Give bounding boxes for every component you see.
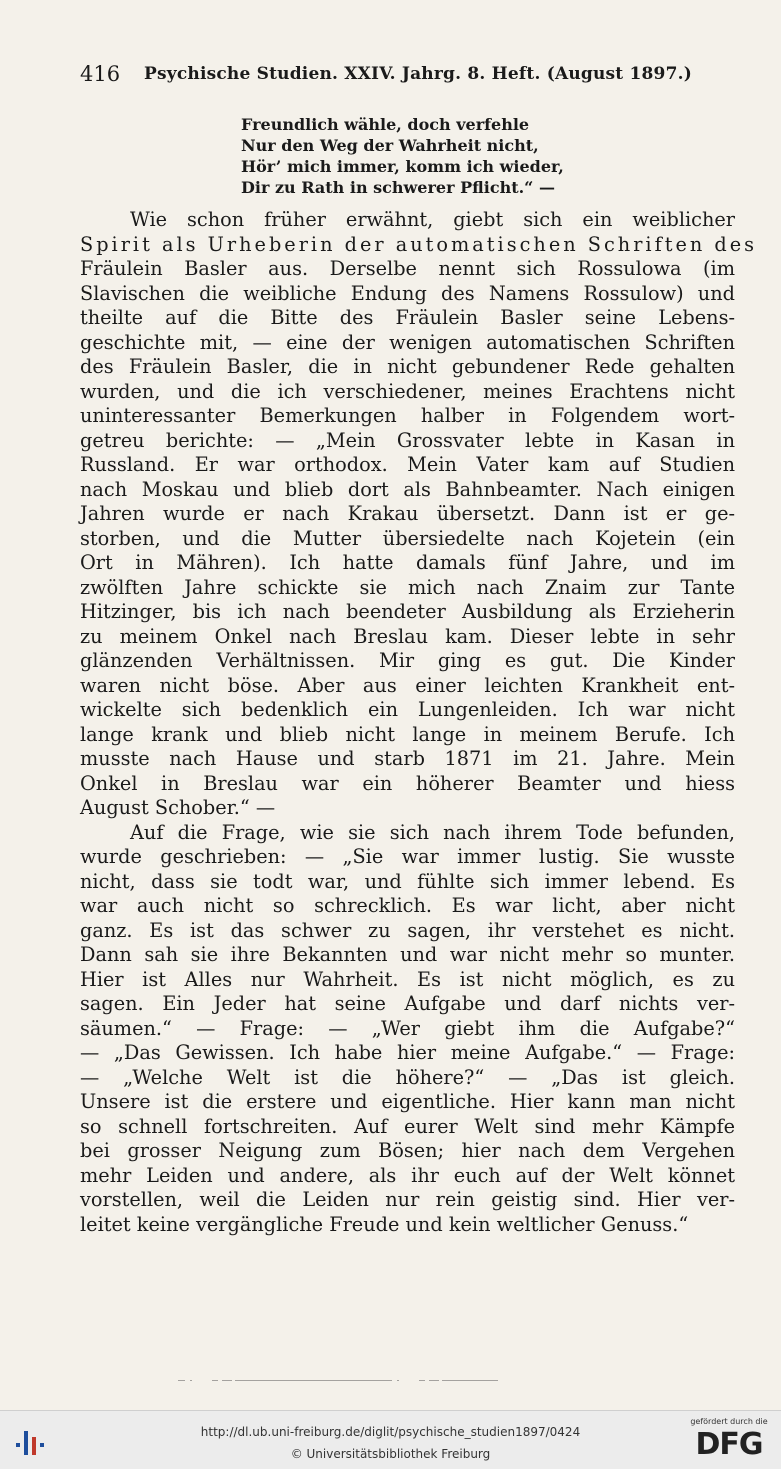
text-line: zwölften Jahre schickte sie mich nach Znaim zur Tante [80, 575, 735, 599]
text-line: leitet keine vergängliche Freude und kein weltlicher Genuss.“ [80, 1212, 689, 1236]
text-line: musste nach Hause und starb 1871 im 21. Jahre. Mein [80, 747, 735, 770]
text-line: Jahren wurde er nach Krakau übersetzt. Dann ist er ge- [80, 502, 735, 525]
poem-line: Nur den Weg der Wahrheit nicht, [241, 136, 539, 155]
text-line: des Fräulein Basler, die in nicht gebundener Rede gehalten [80, 355, 735, 378]
text-line: säumen.“ — Frage: — „Wer giebt ihm die Aufgabe?“ [80, 1016, 735, 1040]
text-line: waren nicht böse. Aber aus einer leichten Krankheit ent- [80, 673, 735, 697]
text-line: Unsere ist die erstere und eigentliche. Hier kann man nicht [80, 1090, 735, 1113]
text-line: Slavischen die weibliche Endung des Namens Rossulow) und [80, 281, 735, 305]
text-line: lange krank und blieb nicht lange in meinem Berufe. Ich [80, 722, 735, 746]
poem-line: Dir zu Rath in schwerer Pflicht.“ — [241, 178, 555, 197]
text-line: geschichte mit, — eine der wenigen automatischen Schriften [80, 330, 735, 354]
text-line: wurden, und die ich verschiedener, meines Erachtens nicht [80, 379, 735, 403]
text-line: Dann sah sie ihre Bekannten und war nicht mehr so munter. [80, 943, 735, 966]
footer-copyright: © Universitätsbibliothek Freiburg [290, 1447, 491, 1461]
text-line: Wie schon früher erwähnt, giebt sich ein weiblicher [130, 208, 735, 231]
text-line: uninteressanter Bemerkungen halber in Folgendem wort- [80, 404, 735, 427]
text-line: war auch nicht so schrecklich. Es war licht, aber nicht [80, 894, 735, 917]
dfg-caption: gefördert durch die [690, 1417, 768, 1426]
text-line: so schnell fortschreiten. Auf eurer Welt sind mehr Kämpfe [80, 1114, 735, 1138]
text-line: vorstellen, weil die Leiden nur rein geistig sind. Hier ver- [80, 1188, 735, 1211]
text-line: — „Welche Welt ist die höhere?“ — „Das ist gleich. [80, 1065, 735, 1089]
bottom-rule [18, 1380, 658, 1381]
text-line: storben, und die Mutter übersiedelte nach Kojetein (ein [80, 526, 735, 550]
poem-stanza [241, 114, 601, 198]
poem-line: Hör’ mich immer, komm ich wieder, [241, 157, 564, 176]
text-line: wurde geschrieben: — „Sie war immer lustig. Sie wusste [80, 845, 735, 868]
running-title: Psychische Studien. XXIV. Jahrg. 8. Heft. (August 1897.) [144, 64, 692, 84]
text-line: nicht, dass sie todt war, und fühlte sich immer lebend. Es [80, 869, 735, 893]
text-line: Fräulein Basler aus. Derselbe nennt sich Rossulowa (im [80, 257, 735, 280]
text-line: Spirit als Urheberin der automatischen Schriften des [80, 232, 758, 256]
footer-bar [0, 1410, 781, 1469]
text-line: sagen. Ein Jeder hat seine Aufgabe und darf nichts ver- [80, 992, 735, 1015]
page-number: 416 [80, 62, 121, 86]
text-line: theilte auf die Bitte des Fräulein Basler seine Lebens- [80, 306, 735, 329]
text-line: zu meinem Onkel nach Breslau kam. Dieser lebte in sehr [80, 624, 735, 648]
text-line: Auf die Frage, wie sie sich nach ihrem Tode befunden, [130, 820, 735, 844]
text-line: August Schober.“ — [80, 796, 276, 819]
text-line: Onkel in Breslau war ein höherer Beamter und hiess [80, 771, 735, 795]
text-line: Hitzinger, bis ich nach beendeter Ausbildung als Erzieherin [80, 600, 735, 623]
text-line: glänzenden Verhältnissen. Mir ging es gut. Die Kinder [80, 649, 735, 672]
text-line: nach Moskau und blieb dort als Bahnbeamter. Nach einigen [80, 477, 735, 501]
footer-url[interactable]: http://dl.ub.uni-freiburg.de/diglit/psychische_studien1897/0424 [200, 1425, 581, 1439]
dfg-logo: DFG [695, 1427, 763, 1462]
text-line: ganz. Es ist das schwer zu sagen, ihr verstehet es nicht. [80, 918, 735, 942]
text-line: mehr Leiden und andere, als ihr euch auf der Welt könnet [80, 1163, 735, 1187]
text-line: bei grosser Neigung zum Bösen; hier nach dem Vergehen [80, 1139, 735, 1162]
text-line: getreu berichte: — „Mein Grossvater lebte in Kasan in [80, 428, 735, 452]
text-line: — „Das Gewissen. Ich habe hier meine Aufgabe.“ — Frage: [80, 1041, 735, 1064]
text-line: Russland. Er war orthodox. Mein Vater kam auf Studien [80, 453, 735, 476]
text-line: Hier ist Alles nur Wahrheit. Es ist nicht möglich, es zu [80, 967, 735, 991]
poem-line: Freundlich wähle, doch verfehle [241, 115, 530, 134]
running-header [80, 62, 720, 92]
text-line: Ort in Mähren). Ich hatte damals fünf Jahre, und im [80, 551, 735, 574]
text-line: wickelte sich bedenklich ein Lungenleiden. Ich war nicht [80, 698, 735, 721]
